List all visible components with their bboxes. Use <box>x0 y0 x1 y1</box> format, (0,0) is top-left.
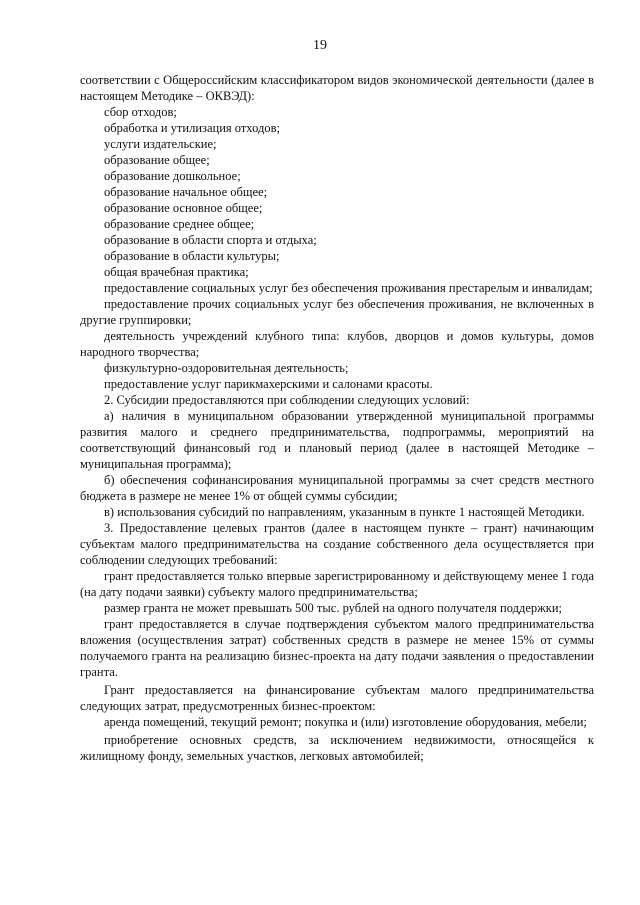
list-item-okved: общая врачебная практика; <box>104 265 249 279</box>
list-item-okved: предоставление социальных услуг без обеспечения проживания престарелым и инвалидам; <box>104 281 593 295</box>
list-item-okved: услуги издательские; <box>104 137 217 151</box>
document-body <box>80 72 594 764</box>
list-item-okved: образование основное общее; <box>104 201 263 215</box>
list-item-okved: образование дошкольное; <box>104 169 241 183</box>
list-item-okved: физкультурно-оздоровительная деятельность; <box>104 361 349 375</box>
list-item-okved: образование среднее общее; <box>104 217 255 231</box>
list-item-okved: предоставление услуг парикмахерскими и салонами красоты. <box>104 377 433 391</box>
list-item-okved: сбор отходов; <box>104 105 177 119</box>
condition-a: а) наличия в муниципальном образовании утвержденной муниципальной программы развития малого и среднего предпринимательства, подпрограммы, мероприятий на соответствующий финансовый год и плановый период (далее в настоящей Методике – муниципальная программа); <box>80 409 594 471</box>
list-item-okved: образование в области спорта и отдыха; <box>104 233 317 247</box>
grant-requirement: грант предоставляется в случае подтверждения субъектом малого предпринимательства вложения (осуществления затрат) собственных средств в размере не менее 15% от суммы получаемого гранта на реализацию бизнес-проекта на дату подачи заявления о предоставлении гранта. <box>80 617 594 679</box>
grant-requirement: грант предоставляется только впервые зарегистрированному и действующему менее 1 года (на дату подачи заявки) субъекту малого предпринимательства; <box>80 569 594 599</box>
page-number: 19 <box>313 38 327 53</box>
list-item-okved: деятельность учреждений клубного типа: клубов, дворцов и домов культуры, домов народного творчества; <box>80 329 594 359</box>
paragraph-okved-intro: соответствии с Общероссийским классификатором видов экономической деятельности (далее в настоящем Методике – ОКВЭД): <box>80 73 594 103</box>
section-2-heading: 2. Субсидии предоставляются при соблюдении следующих условий: <box>104 393 470 407</box>
grant-expenses-intro: Грант предоставляется на финансирование субъектам малого предпринимательства следующих затрат, предусмотренных бизнес-проектом: <box>80 683 594 713</box>
list-item-okved: образование начальное общее; <box>104 185 268 199</box>
section-3-heading: 3. Предоставление целевых грантов (далее в настоящем пункте – грант) начинающим субъектам малого предпринимательства на создание собственного дела осуществляется при соблюдении следующих требований: <box>80 521 594 567</box>
list-item-okved: предоставление прочих социальных услуг без обеспечения проживания, не включенных в другие группировки; <box>80 297 594 327</box>
list-item-okved: обработка и утилизация отходов; <box>104 121 280 135</box>
condition-b: б) обеспечения софинансирования муниципальной программы за счет средств местного бюджета в размере не менее 1% от общей суммы субсидии; <box>80 473 594 503</box>
grant-expense-item: приобретение основных средств, за исключением недвижимости, относящейся к жилищному фонду, земельных участков, легковых автомобилей; <box>80 733 594 763</box>
grant-expense-item: аренда помещений, текущий ремонт; покупка и (или) изготовление оборудования, мебели; <box>104 715 587 729</box>
condition-c: в) использования субсидий по направлениям, указанным в пункте 1 настоящей Методики. <box>104 505 585 519</box>
list-item-okved: образование общее; <box>104 153 210 167</box>
grant-requirement: размер гранта не может превышать 500 тыс. рублей на одного получателя поддержки; <box>104 601 563 615</box>
list-item-okved: образование в области культуры; <box>104 249 280 263</box>
